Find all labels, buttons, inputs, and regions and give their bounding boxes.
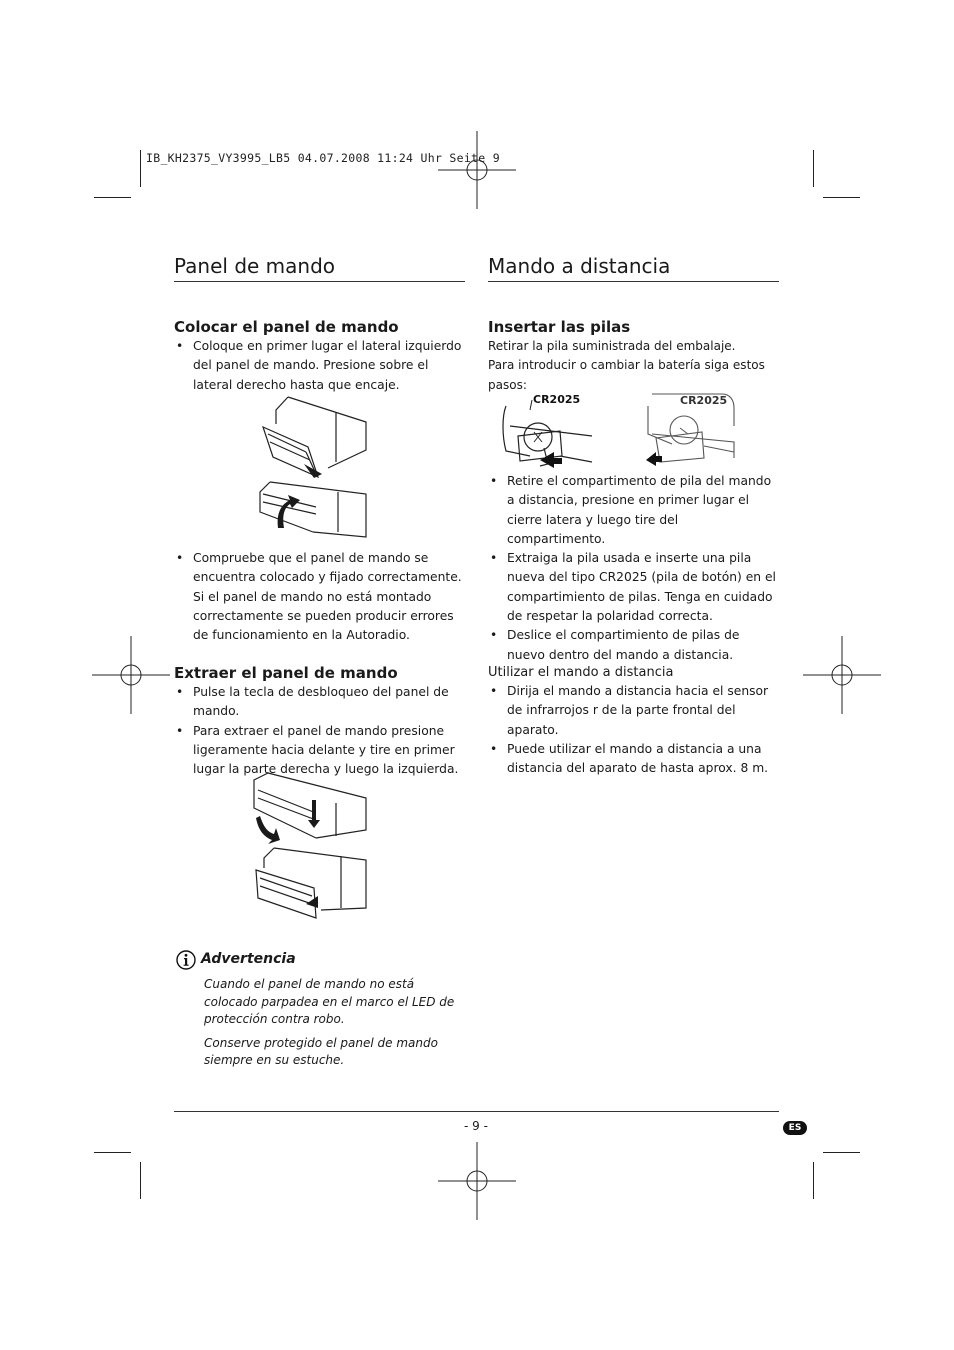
page-number: - 9 - [464,1119,488,1133]
page-title-right: Mando a distancia [488,253,779,282]
heading-colocar: Colocar el panel de mando [174,318,399,336]
bullets-colocar-a [174,337,466,395]
section-utilizar [488,664,780,778]
registration-mark-right [803,636,881,714]
battery-label-1: CR2025 [533,393,581,406]
info-icon [176,950,196,970]
list-item: • Compruebe que el panel de mando se encuentra colocado y fijado correctamente. Si el panel de mando no está montado correctamente se pueden producir errores de funcionamiento en la Autoradio. [174,549,466,645]
list-item: • Pulse la tecla de desbloqueo del panel de mando. [174,683,466,722]
bullets-insertar [488,472,780,665]
attach-panel-illustration [248,392,370,542]
footer-rule [174,1111,779,1112]
remove-panel-illustration [246,768,372,924]
battery-compartment-illustration-1 [500,386,596,468]
note-paragraph: Cuando el panel de mando no está colocado parpadea en el marco el LED de protección contra robo. [204,977,455,1027]
registration-mark-left [92,636,170,714]
print-slug: IB_KH2375_VY3995_LB5 04.07.2008 11:24 Uhr Seite 9 [146,151,500,165]
crop-mark [823,197,860,198]
list-item: • Para extraer el panel de mando presione ligeramente hacia delante y tire en primer lugar la parte derecha y luego la izquierda. [174,722,466,780]
list-item: • Retire el compartimento de pila del mando a distancia, presione en primer lugar el cierre latera y luego tire del compartimento. [488,472,780,549]
list-item: • Dirija el mando a distancia hacia el sensor de infrarrojos r de la parte frontal del aparato. [488,682,780,740]
crop-mark [813,150,814,187]
list-item: • Extraiga la pila usada e inserte una pila nueva del tipo CR2025 (pila de botón) en el compartimiento de pilas. Tenga en cuidado de respetar la polaridad correcta. [488,549,780,626]
language-badge: ES [783,1121,807,1135]
list-item: • Deslice el compartimiento de pilas de nuevo dentro del mando a distancia. [488,626,780,665]
battery-compartment-illustration-2 [642,386,738,468]
page-title-left: Panel de mando [174,253,465,282]
crop-mark [140,150,141,187]
bullets-utilizar [488,682,780,778]
note-body [204,976,466,1076]
section-insertar [488,317,780,395]
note-title: Advertencia [201,951,296,967]
crop-mark [94,1152,131,1153]
intro-line: Para introducir o cambiar la batería siga estos pasos: [488,358,765,392]
crop-mark [140,1162,141,1199]
list-item: • Coloque en primer lugar el lateral izquierdo del panel de mando. Presione sobre el lateral derecho hasta que encaje. [174,337,466,395]
section-colocar [174,317,466,395]
list-item: • Puede utilizar el mando a distancia a una distancia del aparato de hasta aprox. 8 m. [488,740,780,779]
section-extraer [174,663,466,779]
battery-label-2: CR2025 [680,394,728,407]
note-paragraph: Conserve protegido el panel de mando siempre en su estuche. [204,1035,438,1068]
crop-mark [813,1162,814,1199]
section-colocar-b [174,549,466,645]
heading-extraer: Extraer el panel de mando [174,664,398,682]
bullets-extraer [174,683,466,779]
crop-mark [94,197,131,198]
section-insertar-steps [488,472,780,665]
registration-mark-top [438,131,516,209]
heading-insertar: Insertar las pilas [488,318,631,336]
bullets-colocar-b [174,549,466,645]
crop-mark [823,1152,860,1153]
intro-line: Retirar la pila suministrada del embalaje. [488,339,736,353]
heading-utilizar: Utilizar el mando a distancia [488,665,674,680]
registration-mark-bottom [438,1142,516,1220]
